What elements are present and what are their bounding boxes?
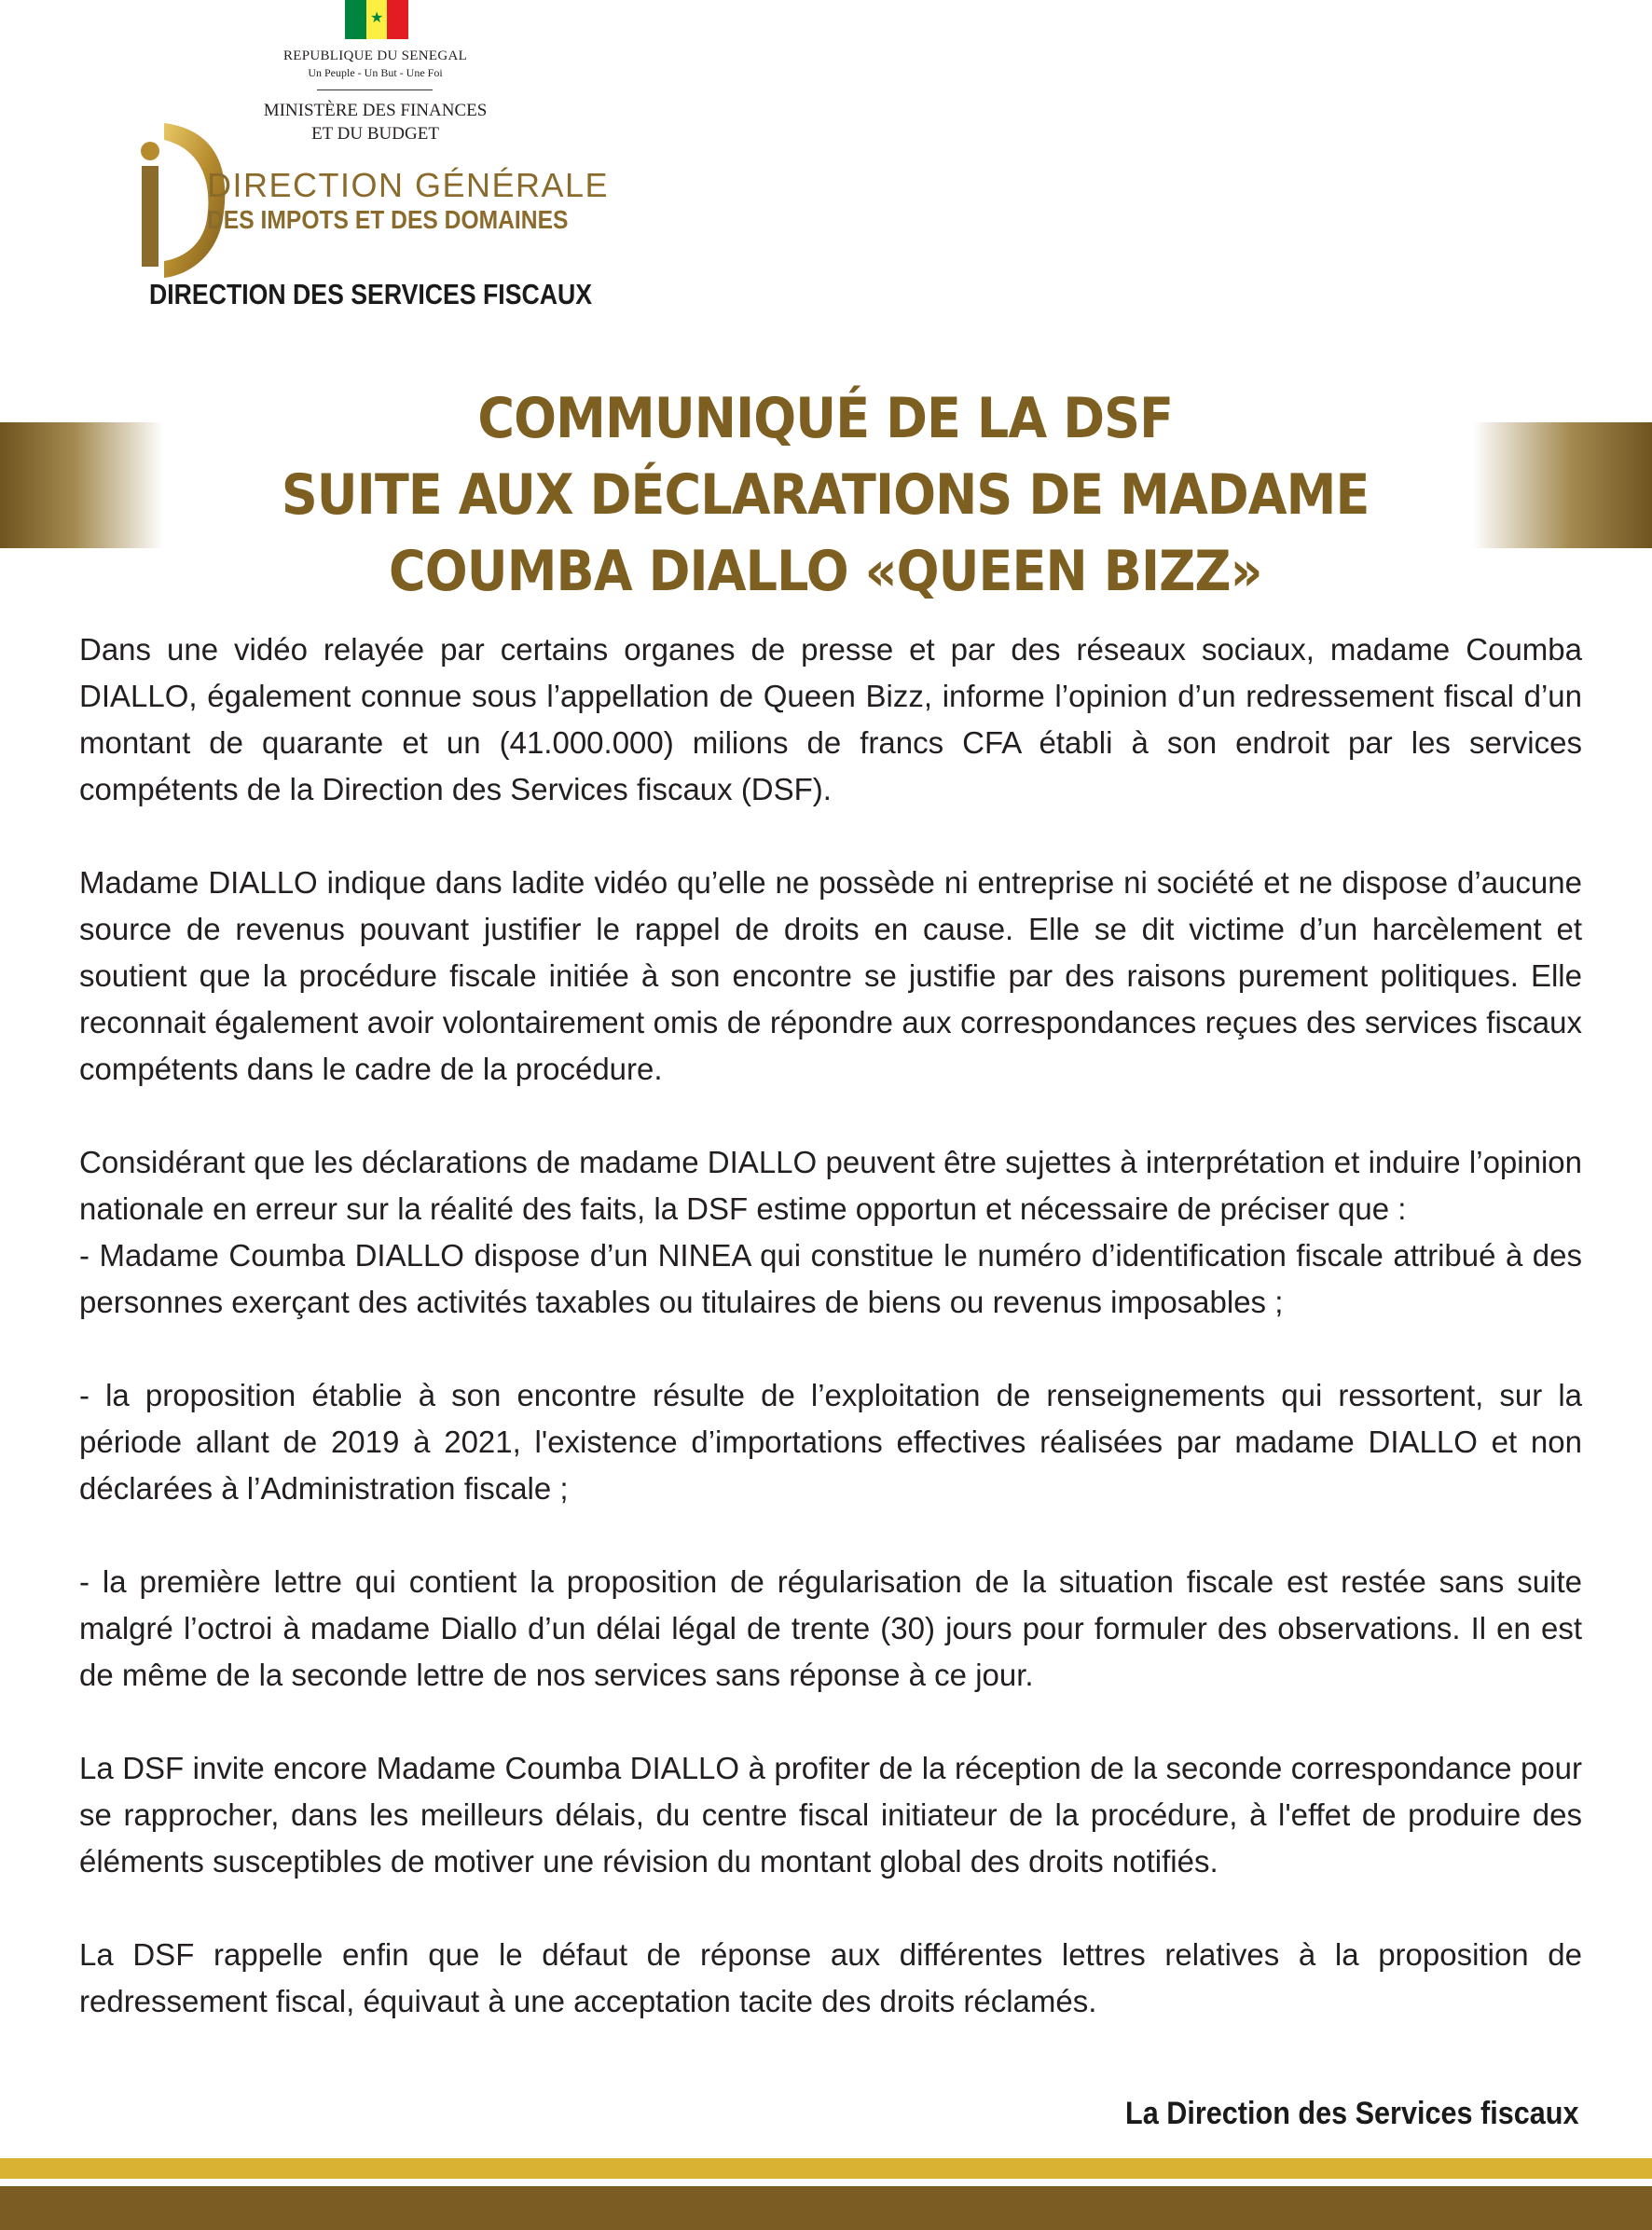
department-name: DIRECTION DES SERVICES FISCAUX [149, 278, 593, 310]
paragraph-claims: Madame DIALLO indique dans ladite vidéo qu’elle ne possède ni entreprise ni société et ne dispose d’aucune source de revenus pouvant justifier le rappel de droits en cause. Elle se dit victime d’un harcèlement et soutient que la procédure fiscale initiée à son encontre se justifie par des raisons purement politiques. Elle reconnait également avoir volontairement omis de répondre aux correspondances reçues des services fiscaux compétents dans le cadre de la procédure. [79, 865, 1582, 1086]
paragraph-invitation: La DSF invite encore Madame Coumba DIALLO à profiter de la réception de la seconde correspondance pour se rapprocher, dans les meilleurs délais, du centre fiscal initiateur de la procédure, à l'effet de produire des éléments susceptibles de motiver une révision du montant global des droits notifiés. [79, 1751, 1582, 1879]
footer-bar-brown [0, 2186, 1652, 2230]
paragraph-intro: Dans une vidéo relayée par certains organes de presse et par des réseaux sociaux, madame Coumba DIALLO, également connue sous l’appellation de Queen Bizz, informe l’opinion d’un redressement fiscal d’un montant de quarante et un (41.000.000) milions de francs CFA établi à son endroit par les services compétents de la Direction des Services fiscaux (DSF). [79, 632, 1582, 806]
senegal-flag-icon [345, 0, 408, 39]
republic-motto: Un Peuple - Un But - Une Foi [308, 66, 443, 79]
divider [317, 89, 433, 90]
dgid-subtitle: DES IMPOTS ET DES DOMAINES [207, 205, 569, 234]
paragraph-point-ninea: - Madame Coumba DIALLO dispose d’un NINEA qui constitue le numéro d’identification fiscale attribué à des personnes exerçant des activités taxables ou titulaires de biens ou revenus imposables ; [79, 1238, 1582, 1319]
republic-name: REPUBLIQUE DU SENEGAL [282, 48, 468, 63]
paragraph-point-letters: - la première lettre qui contient la proposition de régularisation de la situation fiscale est restée sans suite malgré l’octroi à madame Diallo d’un délai légal de trente (30) jours pour formuler des observations. Il en est de même de la seconde lettre de nos services sans réponse à ce jour. [79, 1564, 1582, 1692]
title-line-1: COMMUNIQUÉ DE LA DSF [477, 386, 1173, 451]
communique-body [79, 626, 1582, 2025]
paragraph-point-proposal: - la proposition établie à son encontre résulte de l’exploitation de renseignements qui ressortent, sur la période allant de 2019 à 2021, l'existence d’importations effectives réalisées par madame DIALLO et non déclarées à l’Administration fiscale ; [79, 1378, 1582, 1506]
dgid-title: DIRECTION GÉNÉRALE [207, 166, 610, 204]
title-line-2: SUITE AUX DÉCLARATIONS DE MADAME [281, 462, 1370, 528]
title-line-3: COUMBA DIALLO «QUEEN BIZZ» [388, 539, 1262, 604]
ministry-line-1: MINISTÈRE DES FINANCES [263, 101, 488, 120]
decorative-band-right [1473, 422, 1652, 548]
footer-bar-gold [0, 2158, 1652, 2179]
ministry-line-2: ET DU BUDGET [311, 124, 439, 144]
paragraph-considering: Considérant que les déclarations de madame DIALLO peuvent être sujettes à interprétation et induire l’opinion nationale en erreur sur la réalité des faits, la DSF estime opportun et nécessaire de préciser que : [79, 1145, 1582, 1226]
paragraph-reminder: La DSF rappelle enfin que le défaut de réponse aux différentes lettres relatives à la proposition de redressement fiscal, équivaut à une acceptation tacite des droits réclamés. [79, 1937, 1582, 2018]
communique-title [168, 380, 1482, 610]
signature: La Direction des Services fiscaux [1124, 2096, 1578, 2131]
decorative-band-left [0, 422, 163, 548]
letterhead [0, 0, 1652, 326]
star-icon: ★ [370, 10, 384, 26]
